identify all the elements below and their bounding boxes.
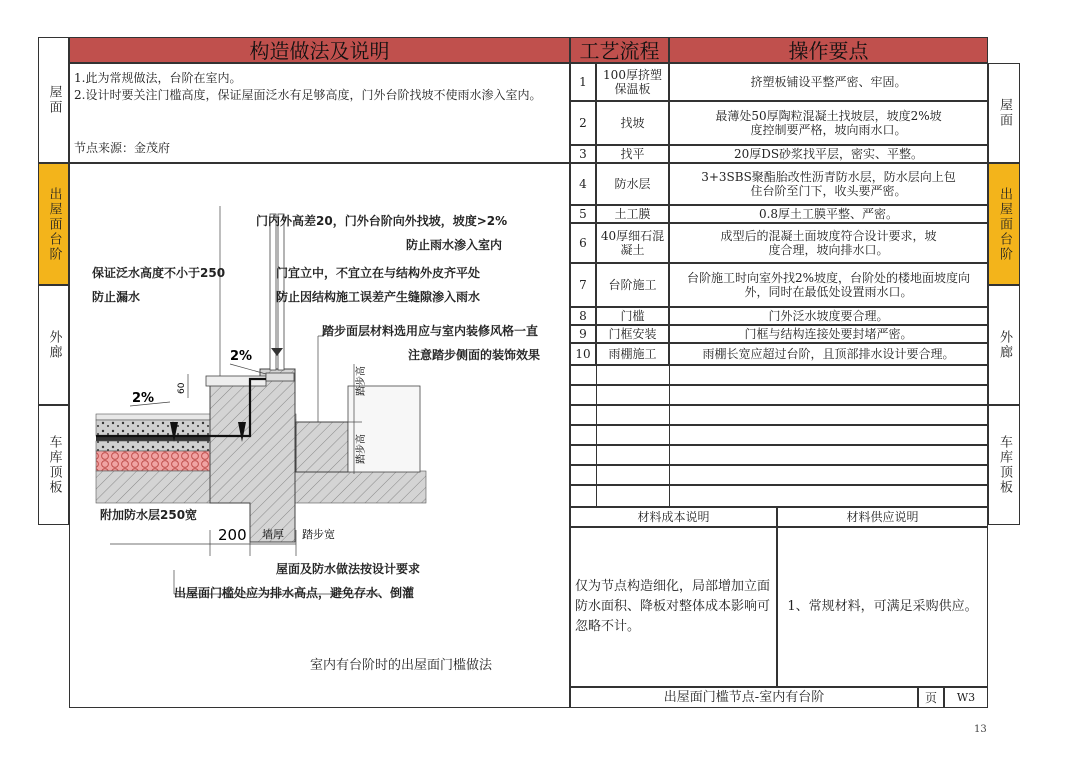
dim-60: 60 [177, 382, 187, 394]
note-source: 节点来源：金茂府 [74, 141, 171, 155]
drawing-panel [69, 163, 570, 708]
step-9-desc: 门框与结构连接处要封堵严密。 [669, 325, 988, 343]
annotation-prevent-gap: 防止因结构施工误差产生缝隙渗入雨水 [276, 290, 481, 304]
annotation-step-material: 踏步面层材料选用应与室内装修风格一直 [322, 324, 539, 338]
side-label-roof-right: 屋面 [988, 63, 1020, 163]
annotation-prevent-rain: 防止雨水渗入室内 [406, 238, 503, 252]
step-9-no: 9 [570, 325, 596, 343]
footer-page-label: 页 [918, 687, 944, 708]
step-8-no: 8 [570, 307, 596, 325]
slope-label-2: 2% [132, 391, 155, 406]
annotation-height-diff: 门内外高差20，门外台阶向外找坡，坡度>2% [256, 214, 508, 228]
step-2-name: 找坡 [596, 101, 669, 145]
column-divider [669, 365, 670, 507]
annotation-prevent-leak: 防止漏水 [92, 290, 141, 304]
side-label-roof-step-left: 出屋面台阶 [38, 163, 69, 285]
step-7-no: 7 [570, 263, 596, 307]
supply-text: 1、常规材料，可满足采购供应。 [777, 527, 988, 687]
step-6-desc: 成型后的混凝土面坡度符合设计要求，坡度合理，坡向排水口。 [669, 223, 988, 263]
side-label-corridor-right: 外廊 [988, 285, 1020, 405]
empty-row [570, 445, 988, 465]
step-6-no: 6 [570, 223, 596, 263]
step-3-desc: 20厚DS砂浆找平层，密实、平整。 [669, 145, 988, 163]
supply-header: 材料供应说明 [777, 507, 988, 527]
step-5-name: 土工膜 [596, 205, 669, 223]
step-3-no: 3 [570, 145, 596, 163]
footer-page-code: W3 [944, 687, 988, 708]
header-points: 操作要点 [669, 37, 988, 63]
header-process: 工艺流程 [570, 37, 669, 63]
side-label-garage-left: 车库顶板 [38, 405, 69, 525]
step-4-name: 防水层 [596, 163, 669, 205]
step-2-desc: 最薄处50厚陶粒混凝土找坡层，坡度2%坡度控制要严格，坡向雨水口。 [669, 101, 988, 145]
annotation-extra-waterproof: 附加防水层250宽 [100, 508, 198, 522]
step-6-name: 40厚细石混凝土 [596, 223, 669, 263]
header-construction: 构造做法及说明 [69, 37, 570, 63]
cost-text: 仅为节点构造细化，局部增加立面防水面积、降板对整体成本影响可忽略不计。 [570, 527, 777, 687]
annotation-drain-high-point: 出屋面门槛处应为排水高点，避免存水、倒灌 [174, 586, 415, 600]
step-height-label-1: 踏步高 [356, 366, 367, 396]
dim-200: 200 [218, 526, 247, 544]
step-4-no: 4 [570, 163, 596, 205]
side-label-roof-step-right: 出屋面台阶 [988, 163, 1020, 285]
annotation-step-side: 注意踏步侧面的装饰效果 [408, 348, 541, 362]
drawing-caption: 室内有台阶时的出屋面门槛做法 [310, 658, 493, 673]
note-line-2: 2.设计时要关注门槛高度，保证屋面泛水有足够高度，门外台阶找坡不使雨水渗入室内。 [74, 88, 542, 102]
slope-label-1: 2% [230, 349, 253, 364]
step-4-desc: 3+3SBS聚酯胎改性沥青防水层，防水层向上包住台阶至门下，收头要严密。 [669, 163, 988, 205]
empty-row [570, 465, 988, 485]
step-1-name: 100厚挤塑保温板 [596, 63, 669, 101]
annotation-door-position: 门宜立中，不宜立在与结构外皮齐平处 [276, 266, 481, 280]
cost-header: 材料成本说明 [570, 507, 777, 527]
annotation-flashing-height: 保证泛水高度不小于250 [92, 266, 226, 280]
empty-row [570, 365, 988, 385]
step-8-desc: 门外泛水坡度要合理。 [669, 307, 988, 325]
notes-panel [69, 63, 570, 163]
step-10-no: 10 [570, 343, 596, 365]
step-10-desc: 雨棚长宽应超过台阶，且顶部排水设计要合理。 [669, 343, 988, 365]
step-1-no: 1 [570, 63, 596, 101]
step-7-name: 台阶施工 [596, 263, 669, 307]
footer-title: 出屋面门槛节点-室内有台阶 [570, 687, 918, 708]
page-number: 13 [974, 724, 987, 735]
column-divider [596, 365, 597, 507]
note-line-1: 1.此为常规做法，台阶在室内。 [74, 71, 242, 85]
empty-row [570, 425, 988, 445]
empty-row [570, 485, 988, 507]
step-7-desc: 台阶施工时向室外找2%坡度，台阶处的楼地面坡度向外，同时在最低处设置雨水口。 [669, 263, 988, 307]
step-10-name: 雨棚施工 [596, 343, 669, 365]
step-9-name: 门框安装 [596, 325, 669, 343]
empty-row [570, 405, 988, 425]
side-label-garage-right: 车库顶板 [988, 405, 1020, 525]
step-5-no: 5 [570, 205, 596, 223]
wall-thickness-label: 墙厚 [262, 528, 284, 541]
step-8-name: 门槛 [596, 307, 669, 325]
side-label-roof-left: 屋面 [38, 37, 69, 163]
side-label-corridor-left: 外廊 [38, 285, 69, 405]
step-height-label-2: 踏步高 [356, 434, 367, 464]
step-3-name: 找平 [596, 145, 669, 163]
step-1-desc: 挤塑板铺设平整严密、牢固。 [669, 63, 988, 101]
process-table [570, 63, 988, 507]
step-2-no: 2 [570, 101, 596, 145]
empty-row [570, 385, 988, 405]
step-5-desc: 0.8厚土工膜平整、严密。 [669, 205, 988, 223]
annotation-roof-design: 屋面及防水做法按设计要求 [276, 562, 421, 576]
step-width-label: 踏步宽 [302, 528, 335, 541]
